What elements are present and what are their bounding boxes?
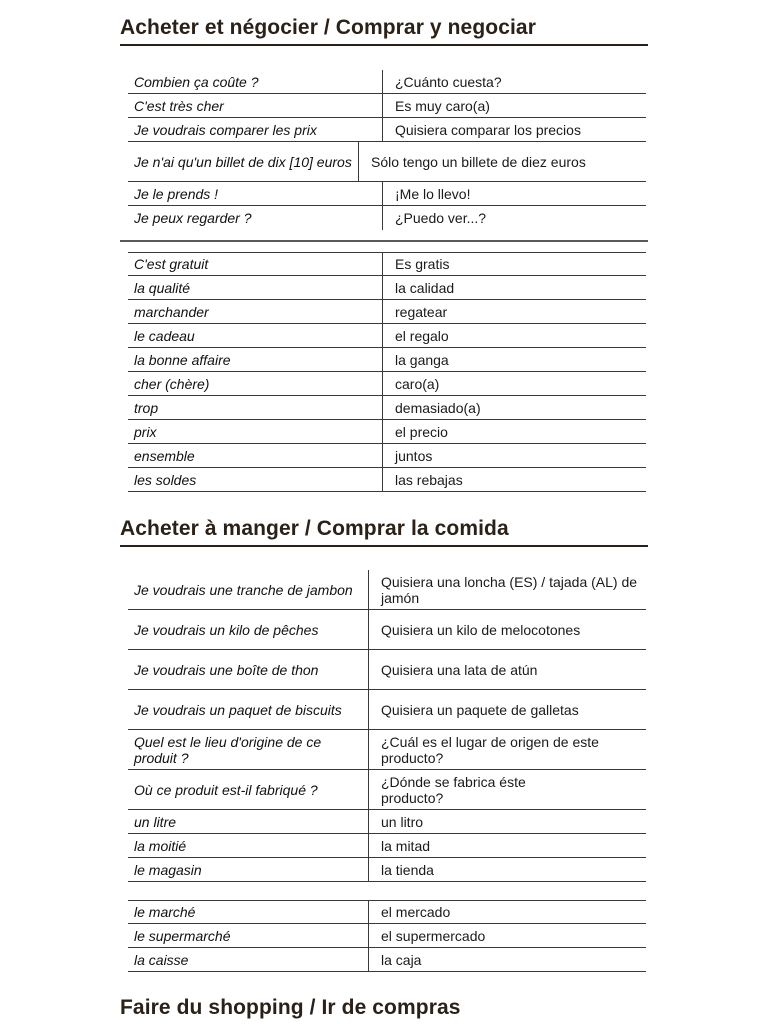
phrase-row — [128, 94, 646, 118]
phrase-row — [128, 324, 646, 348]
phrase-row — [128, 206, 646, 230]
phrase-row — [128, 420, 646, 444]
french-phrase: Je voudrais une tranche de jambon — [134, 581, 353, 598]
spanish-phrase: caro(a) — [382, 372, 646, 395]
french-phrase: le magasin — [134, 861, 202, 878]
vocab-table-stores — [128, 900, 646, 972]
spanish-phrase: regatear — [382, 300, 646, 323]
french-phrase: Où ce produit est-il fabriqué ? — [134, 781, 318, 798]
spanish-phrase: ¿Cuánto cuesta? — [382, 70, 646, 93]
french-phrase: ensemble — [134, 447, 195, 464]
section-heading-buying-negotiating: Acheter et négocier / Comprar y negociar — [120, 16, 536, 39]
french-phrase: les soldes — [134, 471, 197, 488]
phrase-row — [128, 570, 646, 610]
phrase-row — [128, 372, 646, 396]
french-phrase: un litre — [134, 813, 177, 830]
french-phrase: le supermarché — [134, 927, 231, 944]
french-phrase: Je voudrais un paquet de biscuits — [134, 701, 342, 718]
heading-rule — [120, 44, 648, 46]
spanish-phrase: Es muy caro(a) — [382, 94, 646, 117]
phrase-row — [128, 70, 646, 94]
french-phrase: Je voudrais une boîte de thon — [134, 661, 319, 678]
spanish-phrase: la tienda — [368, 858, 646, 881]
spanish-phrase: la mitad — [368, 834, 646, 857]
french-phrase: Je voudrais comparer les prix — [134, 121, 317, 138]
heading-rule — [120, 545, 648, 547]
french-phrase: la bonne affaire — [134, 351, 231, 368]
spanish-phrase: el mercado — [368, 901, 646, 923]
phrase-row — [128, 948, 646, 972]
french-phrase: Combien ça coûte ? — [134, 73, 259, 90]
french-phrase: trop — [134, 399, 159, 416]
french-phrase: le cadeau — [134, 327, 195, 344]
phrase-row — [128, 252, 646, 276]
phrase-row — [128, 142, 646, 182]
french-phrase: marchander — [134, 303, 209, 320]
french-phrase: la moitié — [134, 837, 187, 854]
phrase-row — [128, 300, 646, 324]
french-phrase: Quel est le lieu d'origine de ce produit ? — [134, 733, 322, 766]
phrase-row — [128, 118, 646, 142]
french-phrase: le marché — [134, 904, 196, 920]
phrase-row — [128, 610, 646, 650]
french-phrase: C'est très cher — [134, 97, 224, 114]
phrase-row — [128, 444, 646, 468]
spanish-phrase: demasiado(a) — [382, 396, 646, 419]
spanish-phrase: Quisiera un paquete de galletas — [368, 690, 646, 729]
section-heading-shopping: Faire du shopping / Ir de compras — [120, 996, 461, 1019]
spanish-phrase: las rebajas — [382, 468, 646, 491]
spanish-phrase: la caja — [368, 948, 646, 971]
phrase-row — [128, 810, 646, 834]
phrase-row — [128, 770, 646, 810]
spanish-phrase: ¿Dónde se fabrica éste producto? — [368, 770, 646, 809]
spanish-phrase: el regalo — [382, 324, 646, 347]
phrase-row — [128, 858, 646, 882]
spanish-phrase: ¡Me lo llevo! — [382, 182, 646, 205]
phrase-row — [128, 182, 646, 206]
spanish-phrase: la calidad — [382, 276, 646, 299]
french-phrase: Je voudrais un kilo de pêches — [134, 621, 319, 638]
spanish-phrase: Quisiera comparar los precios — [382, 118, 646, 141]
phrase-row — [128, 730, 646, 770]
vocab-table-shopping — [128, 252, 646, 492]
phrase-row — [128, 468, 646, 492]
section-heading-buying-food: Acheter à manger / Comprar la comida — [120, 517, 509, 540]
french-phrase: C'est gratuit — [134, 256, 209, 272]
phrase-row — [128, 900, 646, 924]
spanish-phrase: Quisiera una lata de atún — [368, 650, 646, 689]
phrase-row — [128, 276, 646, 300]
french-phrase: Je le prends ! — [134, 185, 219, 202]
spanish-phrase: ¿Cuál es el lugar de origen de este producto? — [368, 730, 646, 769]
spanish-phrase: Quisiera un kilo de melocotones — [368, 610, 646, 649]
spanish-phrase: Sólo tengo un billete de diez euros — [358, 142, 646, 181]
phrase-row — [128, 924, 646, 948]
french-phrase: Je peux regarder ? — [134, 210, 252, 226]
phrase-table-negotiating — [128, 70, 646, 230]
spanish-phrase: la ganga — [382, 348, 646, 371]
french-phrase: la qualité — [134, 279, 191, 296]
spanish-phrase: Es gratis — [382, 253, 646, 275]
phrase-row — [128, 834, 646, 858]
french-phrase: la caisse — [134, 951, 189, 968]
phrase-row — [128, 690, 646, 730]
french-phrase: cher (chère) — [134, 375, 210, 392]
phrase-table-food — [128, 570, 646, 882]
french-phrase: prix — [134, 423, 157, 440]
spanish-phrase: juntos — [382, 444, 646, 467]
spanish-phrase: el precio — [382, 420, 646, 443]
phrase-row — [128, 348, 646, 372]
phrase-row — [128, 650, 646, 690]
spanish-phrase: un litro — [368, 810, 646, 833]
spanish-phrase: Quisiera una loncha (ES) / tajada (AL) de jamón — [368, 570, 646, 609]
spanish-phrase: ¿Puedo ver...? — [382, 206, 646, 230]
spanish-phrase: el supermercado — [368, 924, 646, 947]
section-divider — [120, 240, 648, 242]
french-phrase: Je n'ai qu'un billet de dix [10] euros — [134, 153, 352, 170]
phrase-row — [128, 396, 646, 420]
